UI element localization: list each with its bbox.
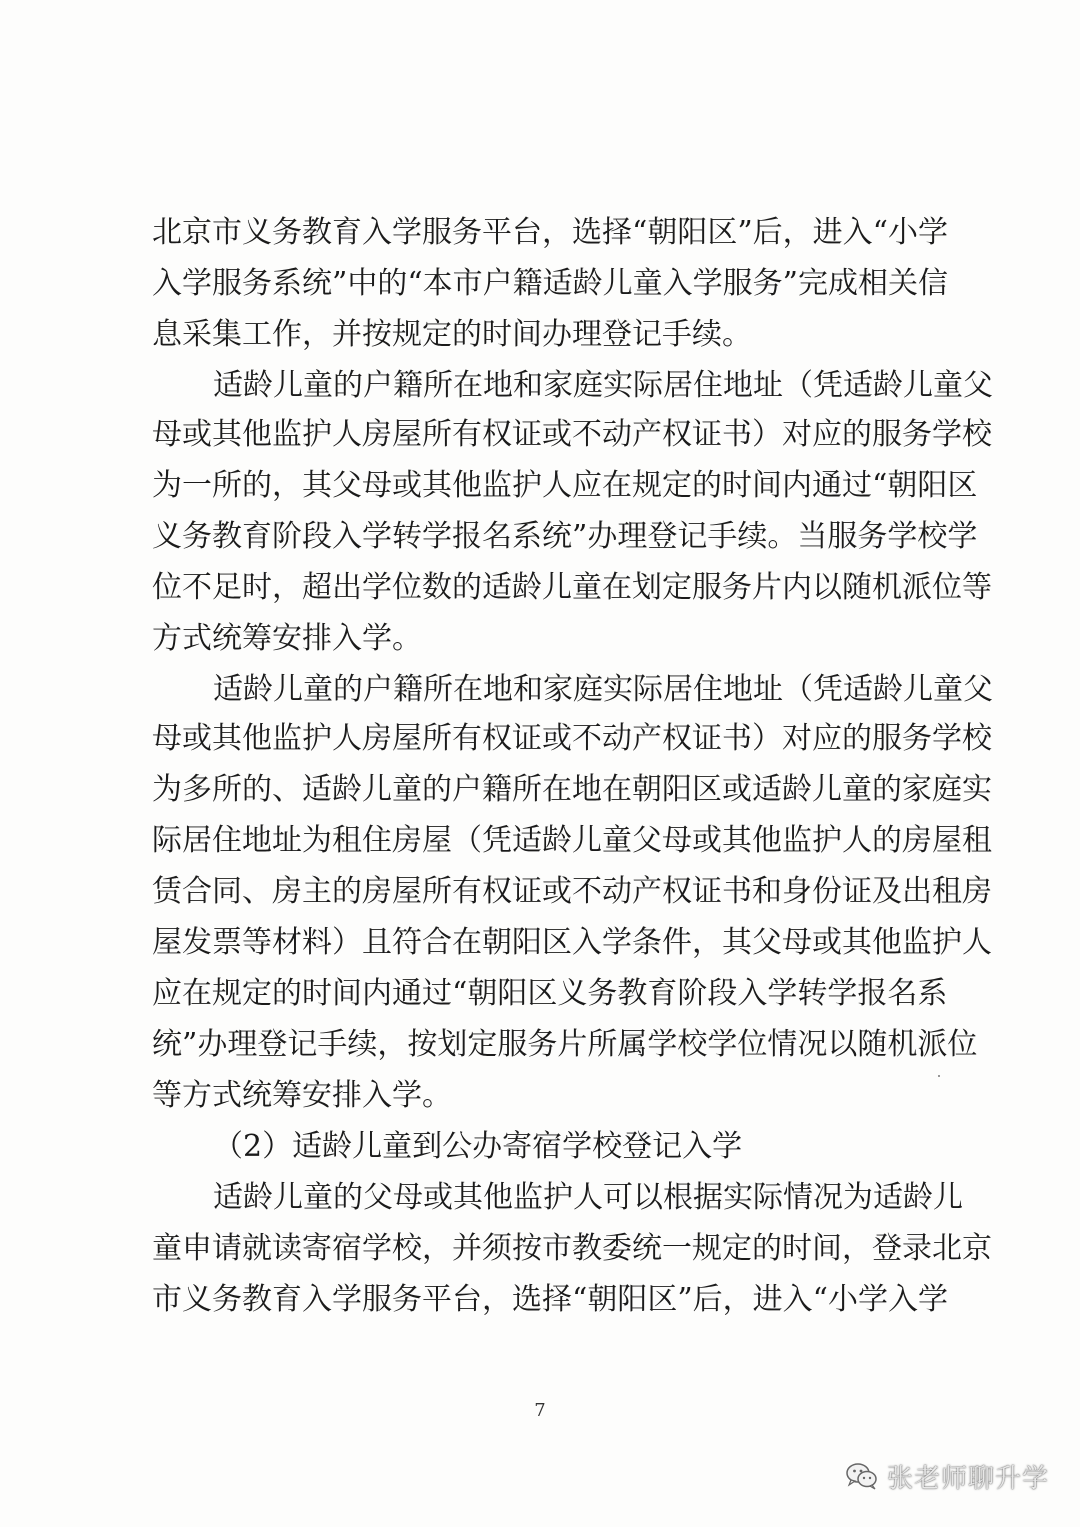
- text-line: 际居住地址为租住房屋（凭适龄儿童父母或其他监护人的房屋租: [152, 823, 992, 858]
- text-line: 等方式统筹安排入学。: [152, 1078, 452, 1113]
- watermark-text: 张老师聊升学: [887, 1463, 1050, 1494]
- text-line: 义务教育阶段入学转学报名系统”办理登记手续。当服务学校学: [152, 519, 978, 554]
- watermark: [845, 1456, 1049, 1496]
- page-number: 7: [534, 1400, 546, 1421]
- text-line: 息采集工作，并按规定的时间办理登记手续。: [152, 317, 752, 352]
- section-heading: （2）适龄儿童到公办寄宿学校登记入学: [213, 1129, 743, 1164]
- text-line: 位不足时，超出学位数的适龄儿童在划定服务片内以随机派位等: [152, 570, 992, 605]
- text-line: 入学服务系统”中的“本市户籍适龄儿童入学服务”完成相关信: [152, 266, 949, 301]
- text-line: 母或其他监护人房屋所有权证或不动产权证书）对应的服务学校: [152, 417, 992, 452]
- text-line: 屋发票等材料）且符合在朝阳区入学条件，其父母或其他监护人: [152, 925, 992, 960]
- text-line: 母或其他监护人房屋所有权证或不动产权证书）对应的服务学校: [152, 721, 992, 756]
- text-line: 赁合同、房主的房屋所有权证或不动产权证书和身份证及出租房: [152, 874, 992, 909]
- paragraph-first-line: 适龄儿童的父母或其他监护人可以根据实际情况为适龄儿: [213, 1180, 963, 1215]
- text-line: 北京市义务教育入学服务平台，选择“朝阳区”后，进入“小学: [152, 215, 949, 250]
- text-line: 为多所的、适龄儿童的户籍所在地在朝阳区或适龄儿童的家庭实: [152, 772, 992, 807]
- paragraph-first-line: 适龄儿童的户籍所在地和家庭实际居住地址（凭适龄儿童父: [213, 672, 993, 707]
- paragraph-first-line: 适龄儿童的户籍所在地和家庭实际居住地址（凭适龄儿童父: [213, 368, 993, 403]
- text-line: 方式统筹安排入学。: [152, 621, 422, 656]
- scan-speck: [938, 1075, 940, 1077]
- wechat-icon: [845, 1461, 879, 1491]
- text-line: 统”办理登记手续，按划定服务片所属学校学位情况以随机派位: [152, 1027, 978, 1062]
- text-line: 市义务教育入学服务平台，选择“朝阳区”后，进入“小学入学: [152, 1282, 949, 1317]
- text-line: 为一所的，其父母或其他监护人应在规定的时间内通过“朝阳区: [152, 468, 978, 503]
- text-line: 童申请就读寄宿学校，并须按市教委统一规定的时间，登录北京: [152, 1231, 992, 1266]
- text-line: 应在规定的时间内通过“朝阳区义务教育阶段入学转学报名系: [152, 976, 948, 1011]
